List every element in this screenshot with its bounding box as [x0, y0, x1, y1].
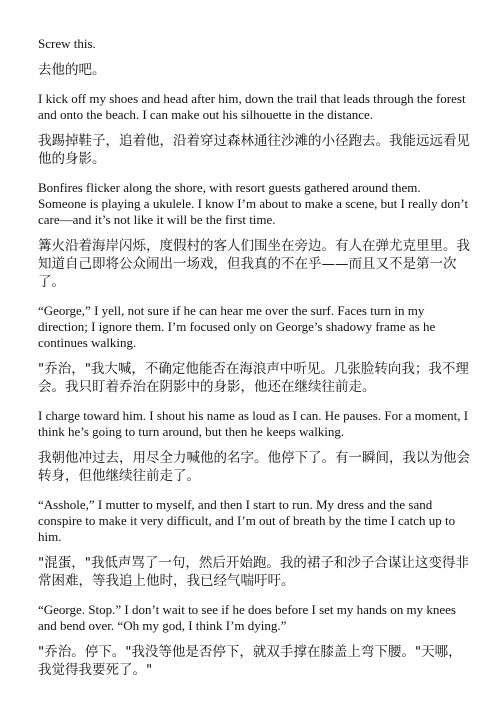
paragraph-zh-7: "乔治。停下。"我没等他是否停下，就双手撑在膝盖上弯下腰。"天哪，我觉得我要死了。": [38, 644, 462, 678]
paragraph-en-7: “George. Stop.” I don’t wait to see if he does before I set my hands on my knees and bend over. “Oh my god, I think I’m dying.”: [38, 602, 456, 633]
paragraph-en-2: I kick off my shoes and head after him, down the trail that leads through the forest and onto the beach. I can make out his silhouette in the distance.: [38, 91, 466, 122]
paragraph-zh-6: "混蛋，"我低声骂了一句，然后开始跑。我的裙子和沙子合谋让这变得非常困难，等我追上他时，我已经气喘吁吁。: [38, 555, 469, 589]
paragraph-en-6: “Asshole,” I mutter to myself, and then I start to run. My dress and the sand conspire to make it very difficult, and I’m out of breath by the time I catch up to him.: [38, 497, 456, 544]
paragraph-zh-2: 我踢掉鞋子，追着他，沿着穿过森林通往沙滩的小径跑去。我能远远看见他的身影。: [38, 133, 470, 167]
paragraph-zh-4: "乔治，"我大喊，不确定他能否在海浪声中听见。几张脸转向我；我不理会。我只盯着乔治在阴影中的身影，他还在继续往前走。: [38, 361, 469, 395]
paragraph-en-5: I charge toward him. I shout his name as loud as I can. He pauses. For a moment, I think he’s going to turn around, but then he keeps walking.: [38, 408, 469, 439]
paragraph-zh-1: 去他的吧。: [38, 62, 106, 78]
paragraph-zh-3: 篝火沿着海岸闪烁，度假村的客人们围坐在旁边。有人在弹尤克里里。我知道自己即将公众闹出一场戏，但我真的不在乎——而且又不是第一次了。: [38, 238, 470, 290]
paragraph-en-1: Screw this.: [38, 36, 96, 51]
paragraph-en-3: Bonfires flicker along the shore, with resort guests gathered around them. Someone is playing a ukulele. I know I’m about to make a scene, but I really don’t care—and it’s not like it will be the first time.: [38, 180, 469, 227]
paragraph-en-4: “George,” I yell, not sure if he can hear me over the surf. Faces turn in my direction; I ignore them. I’m focused only on George’s shadowy frame as he continues walking.: [38, 303, 436, 350]
paragraph-zh-5: 我朝他冲过去，用尽全力喊他的名字。他停下了。有一瞬间，我以为他会转身，但他继续往前走了。: [38, 450, 470, 484]
document-page: [38, 36, 470, 691]
